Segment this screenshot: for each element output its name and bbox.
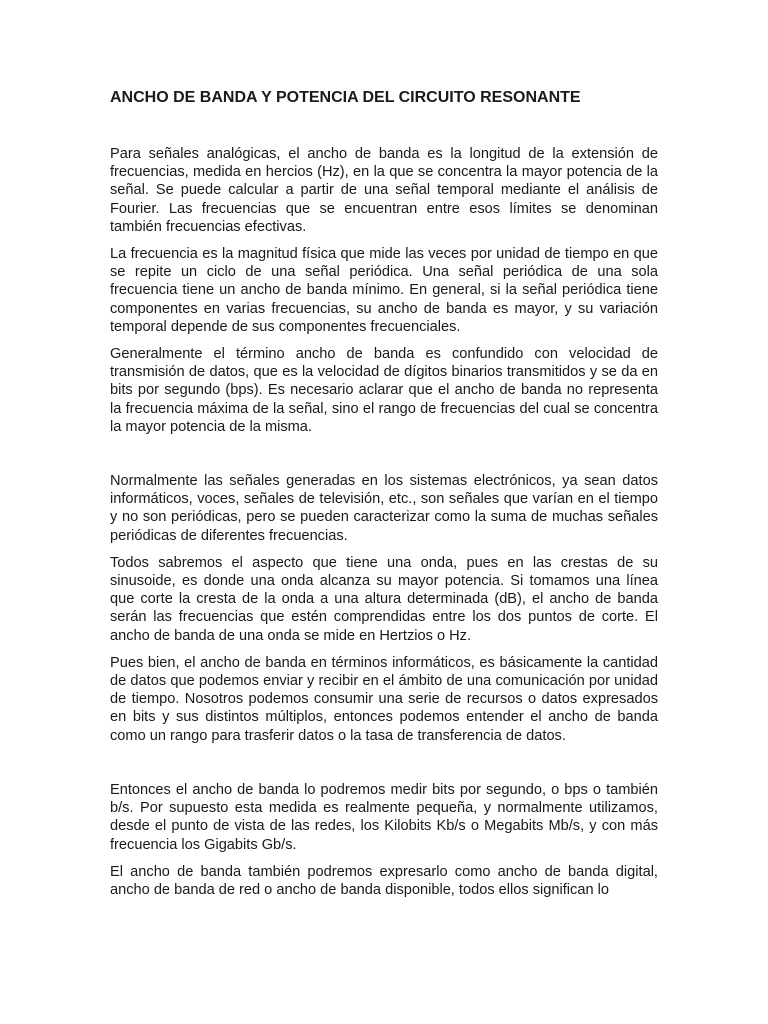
document-body [110,145,658,899]
paragraph-3: Generalmente el término ancho de banda es confundido con velocidad de transmisión de datos, que es la velocidad de dígitos binarios transmitidos y se da en bits por segundo (bps). Es necesario aclarar que el ancho de banda no representa la frecuencia máxima de la señal, sino el rango de frecuencias del cual se concentra la mayor potencia de la misma. [110,346,658,435]
paragraph-7: Entonces el ancho de banda lo podremos medir bits por segundo, o bps o también b/s. Por supuesto esta medida es realmente pequeña, y normalmente utilizamos, desde el punto de vista de las redes, los Kilobits Kb/s o Megabits Mb/s, y con más frecuencia los Gigabits Gb/s. [110,781,658,853]
paragraph-2: La frecuencia es la magnitud física que mide las veces por unidad de tiempo en que se repite un ciclo de una señal periódica. Una señal periódica de una sola frecuencia tiene un ancho de banda mínimo. En general, si la señal periódica tiene componentes en varias frecuencias, su ancho de banda es mayor, y su variación temporal depende de sus componentes frecuenciales. [110,246,658,335]
paragraph-5: Todos sabremos el aspecto que tiene una onda, pues en las crestas de su sinusoide, es donde una onda alcanza su mayor potencia. Si tomamos una línea que corte la cresta de la onda a una altura determinada (dB), el ancho de banda serán las frecuencias que estén comprendidas entre los dos puntos de corte. El ancho de banda de una onda se mide en Hertzios o Hz. [110,554,658,644]
paragraph-6: Pues bien, el ancho de banda en términos informáticos, es básicamente la cantidad de datos que podemos enviar y recibir en el ámbito de una comunicación por unidad de tiempo. Nosotros podemos consumir una serie de recursos o datos expresados en bits y sus distintos múltiplos, entonces podemos entender el ancho de banda como un rango para trasferir datos o la tasa de transferencia de datos. [110,654,658,744]
paragraph-8: El ancho de banda también podremos expresarlo como ancho de banda digital, ancho de banda de red o ancho de banda disponible, todos ellos significan lo [110,863,658,898]
paragraph-4: Normalmente las señales generadas en los sistemas electrónicos, ya sean datos informáticos, voces, señales de televisión, etc., son señales que varían en el tiempo y no son periódicas, pero se pueden caracterizar como la suma de muchas señales periódicas de diferentes frecuencias. [110,473,658,544]
paragraph-1: Para señales analógicas, el ancho de banda es la longitud de la extensión de frecuencias, medida en hercios (Hz), en la que se concentra la mayor potencia de la señal. Se puede calcular a partir de una señal temporal mediante el análisis de Fourier. Las frecuencias que se encuentran entre esos límites se denominan también frecuencias efectivas. [110,146,658,235]
document-title: ANCHO DE BANDA Y POTENCIA DEL CIRCUITO RESONANTE [110,89,581,106]
